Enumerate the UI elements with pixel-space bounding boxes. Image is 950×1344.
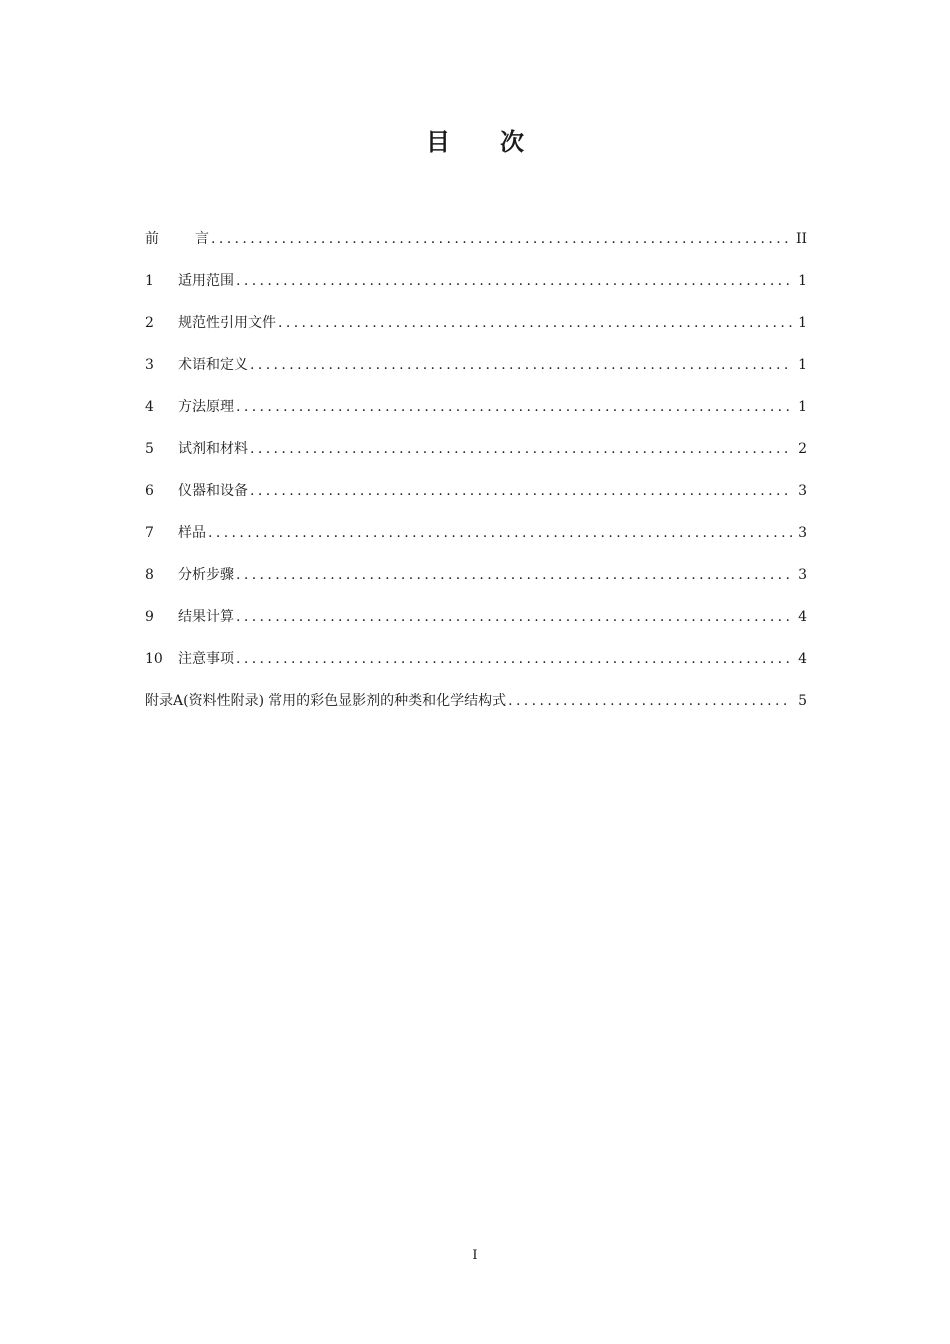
toc-leader-dots [236, 273, 792, 289]
table-of-contents [145, 228, 807, 732]
toc-item-number: 2 [145, 315, 154, 331]
toc-item-label: 术语和定义 [178, 357, 248, 373]
toc-item-number: 8 [145, 567, 154, 583]
toc-item-label: 结果计算 [178, 609, 234, 625]
toc-item-8[interactable] [145, 564, 807, 606]
toc-item-number: 10 [145, 651, 163, 667]
toc-item-page: 4 [798, 609, 807, 625]
toc-item-number: 6 [145, 483, 154, 499]
toc-item-10[interactable] [145, 648, 807, 690]
toc-item-4[interactable] [145, 396, 807, 438]
toc-item-label: 试剂和材料 [178, 441, 248, 457]
toc-leader-dots [208, 525, 792, 541]
toc-item-label: 仪器和设备 [178, 483, 248, 499]
toc-item-annex-a[interactable] [145, 690, 807, 732]
toc-item-1[interactable] [145, 270, 807, 312]
toc-item-9[interactable] [145, 606, 807, 648]
toc-item-3[interactable] [145, 354, 807, 396]
toc-item-number: 5 [145, 441, 154, 457]
toc-leader-dots [236, 651, 792, 667]
toc-leader-dots [250, 483, 792, 499]
toc-item-page: 1 [798, 273, 807, 289]
toc-item-2[interactable] [145, 312, 807, 354]
toc-item-label: 常用的彩色显影剂的种类和化学结构式 [268, 693, 507, 709]
toc-item-label: 样品 [178, 525, 206, 541]
toc-item-page: 2 [798, 441, 807, 457]
toc-item-number: 3 [145, 357, 154, 373]
page-title [0, 122, 950, 157]
toc-item-page: II [795, 231, 807, 247]
toc-item-label: 分析步骤 [178, 567, 234, 583]
title-part-1: 目 [426, 128, 450, 156]
toc-item-page: 5 [798, 693, 807, 709]
toc-leader-dots [236, 399, 792, 415]
toc-item-number: 9 [145, 609, 154, 625]
toc-item-page: 3 [798, 483, 807, 499]
toc-leader-dots [508, 693, 792, 709]
toc-item-number: 4 [145, 399, 154, 415]
title-part-2: 次 [500, 128, 524, 156]
toc-item-number: 附录A(资料性附录) [145, 693, 265, 709]
toc-item-page: 1 [798, 357, 807, 373]
toc-item-7[interactable] [145, 522, 807, 564]
toc-item-page: 1 [798, 315, 807, 331]
toc-item-label: 注意事项 [178, 651, 234, 667]
toc-leader-dots [211, 231, 790, 247]
toc-item-6[interactable] [145, 480, 807, 522]
page-number: I [472, 1248, 478, 1263]
toc-item-page: 3 [798, 567, 807, 583]
toc-leader-dots [250, 441, 792, 457]
toc-leader-dots [236, 609, 792, 625]
toc-item-label: 方法原理 [178, 399, 234, 415]
toc-item-label: 适用范围 [178, 273, 234, 289]
toc-leader-dots [250, 357, 792, 373]
toc-leader-dots [236, 567, 792, 583]
toc-leader-dots [278, 315, 792, 331]
toc-item-preface[interactable] [145, 228, 807, 270]
toc-item-label: 前 言 [145, 231, 209, 247]
toc-item-5[interactable] [145, 438, 807, 480]
toc-item-page: 4 [798, 651, 807, 667]
toc-item-page: 3 [798, 525, 807, 541]
toc-item-number: 7 [145, 525, 154, 541]
toc-item-label: 规范性引用文件 [178, 315, 276, 331]
toc-item-number: 1 [145, 273, 154, 289]
toc-item-page: 1 [798, 399, 807, 415]
